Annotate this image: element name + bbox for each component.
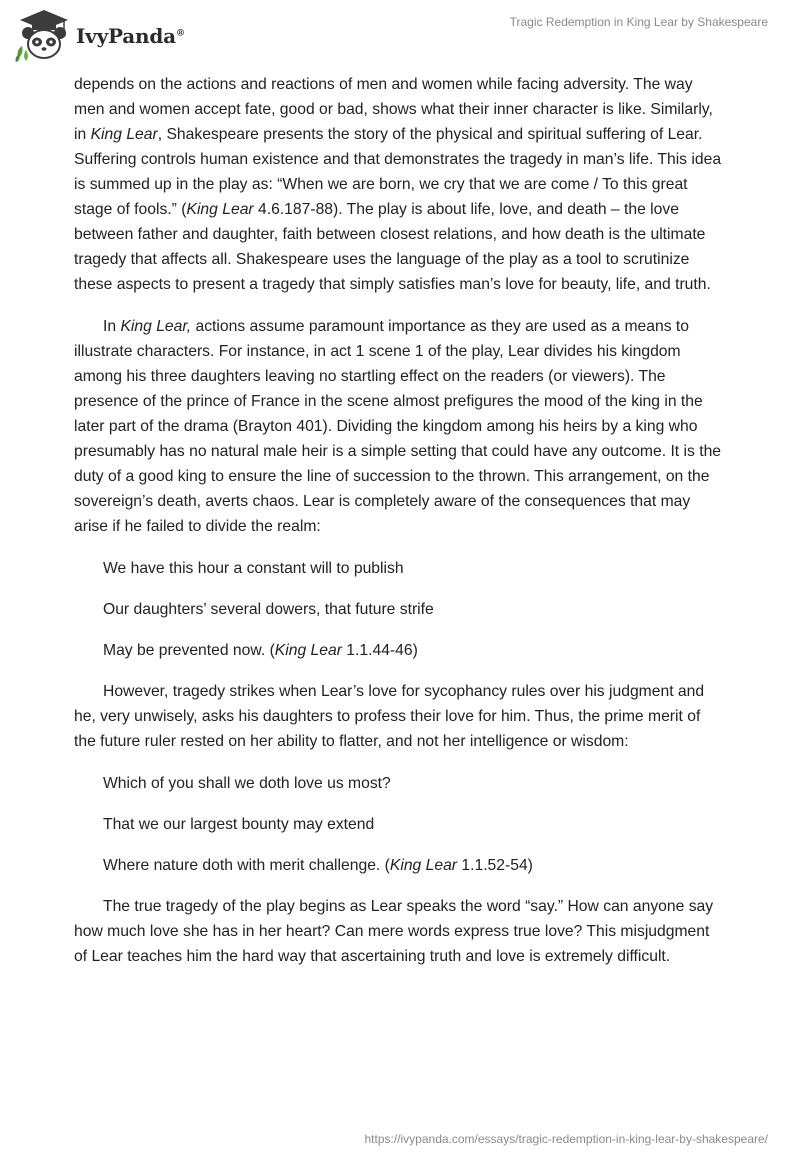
quote-1-line-2: Our daughters’ several dowers, that future strife	[103, 601, 434, 618]
paragraph-1: depends on the actions and reactions of men and women while facing adversity. The way men and women accept fate, good or bad, shows what their inner character is like. Similarly, in King Lear, Shakespeare presents the story of the physical and spiritual suffering of Lear. Suffering controls human existence and that demonstrates the tragedy in man’s life. This idea is summed up in the play as: “When we are born, we cry that we are come / To this great stage of fools.” (King Lear 4.6.187-88). The play is about life, love, and death – the love between father and daughter, faith between closest relations, and how death is the ultimate tragedy that affects all. Shakespeare uses the language of the play as a tool to scrutinize these aspects to present a tragedy that simply satisfies man’s love for beauty, life, and truth.	[74, 76, 722, 293]
quote-2-line-1: Which of you shall we doth love us most?	[103, 775, 391, 792]
source-url[interactable]: https://ivypanda.com/essays/tragic-redemption-in-king-lear-by-shakespeare/	[364, 1132, 768, 1146]
document-title: Tragic Redemption in King Lear by Shakespeare	[509, 15, 768, 29]
quote-2-line-2: That we our largest bounty may extend	[103, 816, 375, 833]
essay-body	[74, 72, 726, 986]
paragraph-4: The true tragedy of the play begins as Lear speaks the word “say.” How can anyone say how much love she has in her heart? Can mere words express true love? This misjudgment of Lear teaches him the hard way that ascertaining truth and love is extremely difficult.	[74, 898, 714, 965]
panda-graduate-icon	[14, 6, 70, 62]
quote-1-line-1: We have this hour a constant will to publish	[103, 560, 404, 577]
registered-mark: ®	[175, 28, 185, 39]
quote-1-line-3: May be prevented now. (King Lear 1.1.44-46)	[103, 642, 418, 659]
paragraph-3: However, tragedy strikes when Lear’s love for sycophancy rules over his judgment and he, very unwisely, asks his daughters to profess their love for him. Thus, the prime merit of the future ruler rested on her ability to flatter, and not her intelligence or wisdom:	[74, 683, 705, 750]
paragraph-2: In King Lear, actions assume paramount importance as they are used as a means to illustrate characters. For instance, in act 1 scene 1 of the play, Lear divides his kingdom among his three daughters leaving no startling effect on the readers (or viewers). The presence of the prince of France in the scene almost prefigures the mood of the king in the later part of the drama (Brayton 401). Dividing the kingdom among his heirs by a king who presumably has no natural male heir is a simple setting that could have any outcome. It is the duty of a good king to ensure the line of succession to the thrown. This arrangement, on the sovereign’s death, averts chaos. Lear is completely aware of the consequences that may arise if he failed to divide the realm:	[74, 318, 722, 535]
ivypanda-logo[interactable]	[14, 6, 185, 62]
page-header	[0, 0, 800, 70]
brand-name: IvyPanda®	[76, 24, 185, 48]
quote-2-line-3: Where nature doth with merit challenge. (King Lear 1.1.52-54)	[103, 857, 533, 874]
